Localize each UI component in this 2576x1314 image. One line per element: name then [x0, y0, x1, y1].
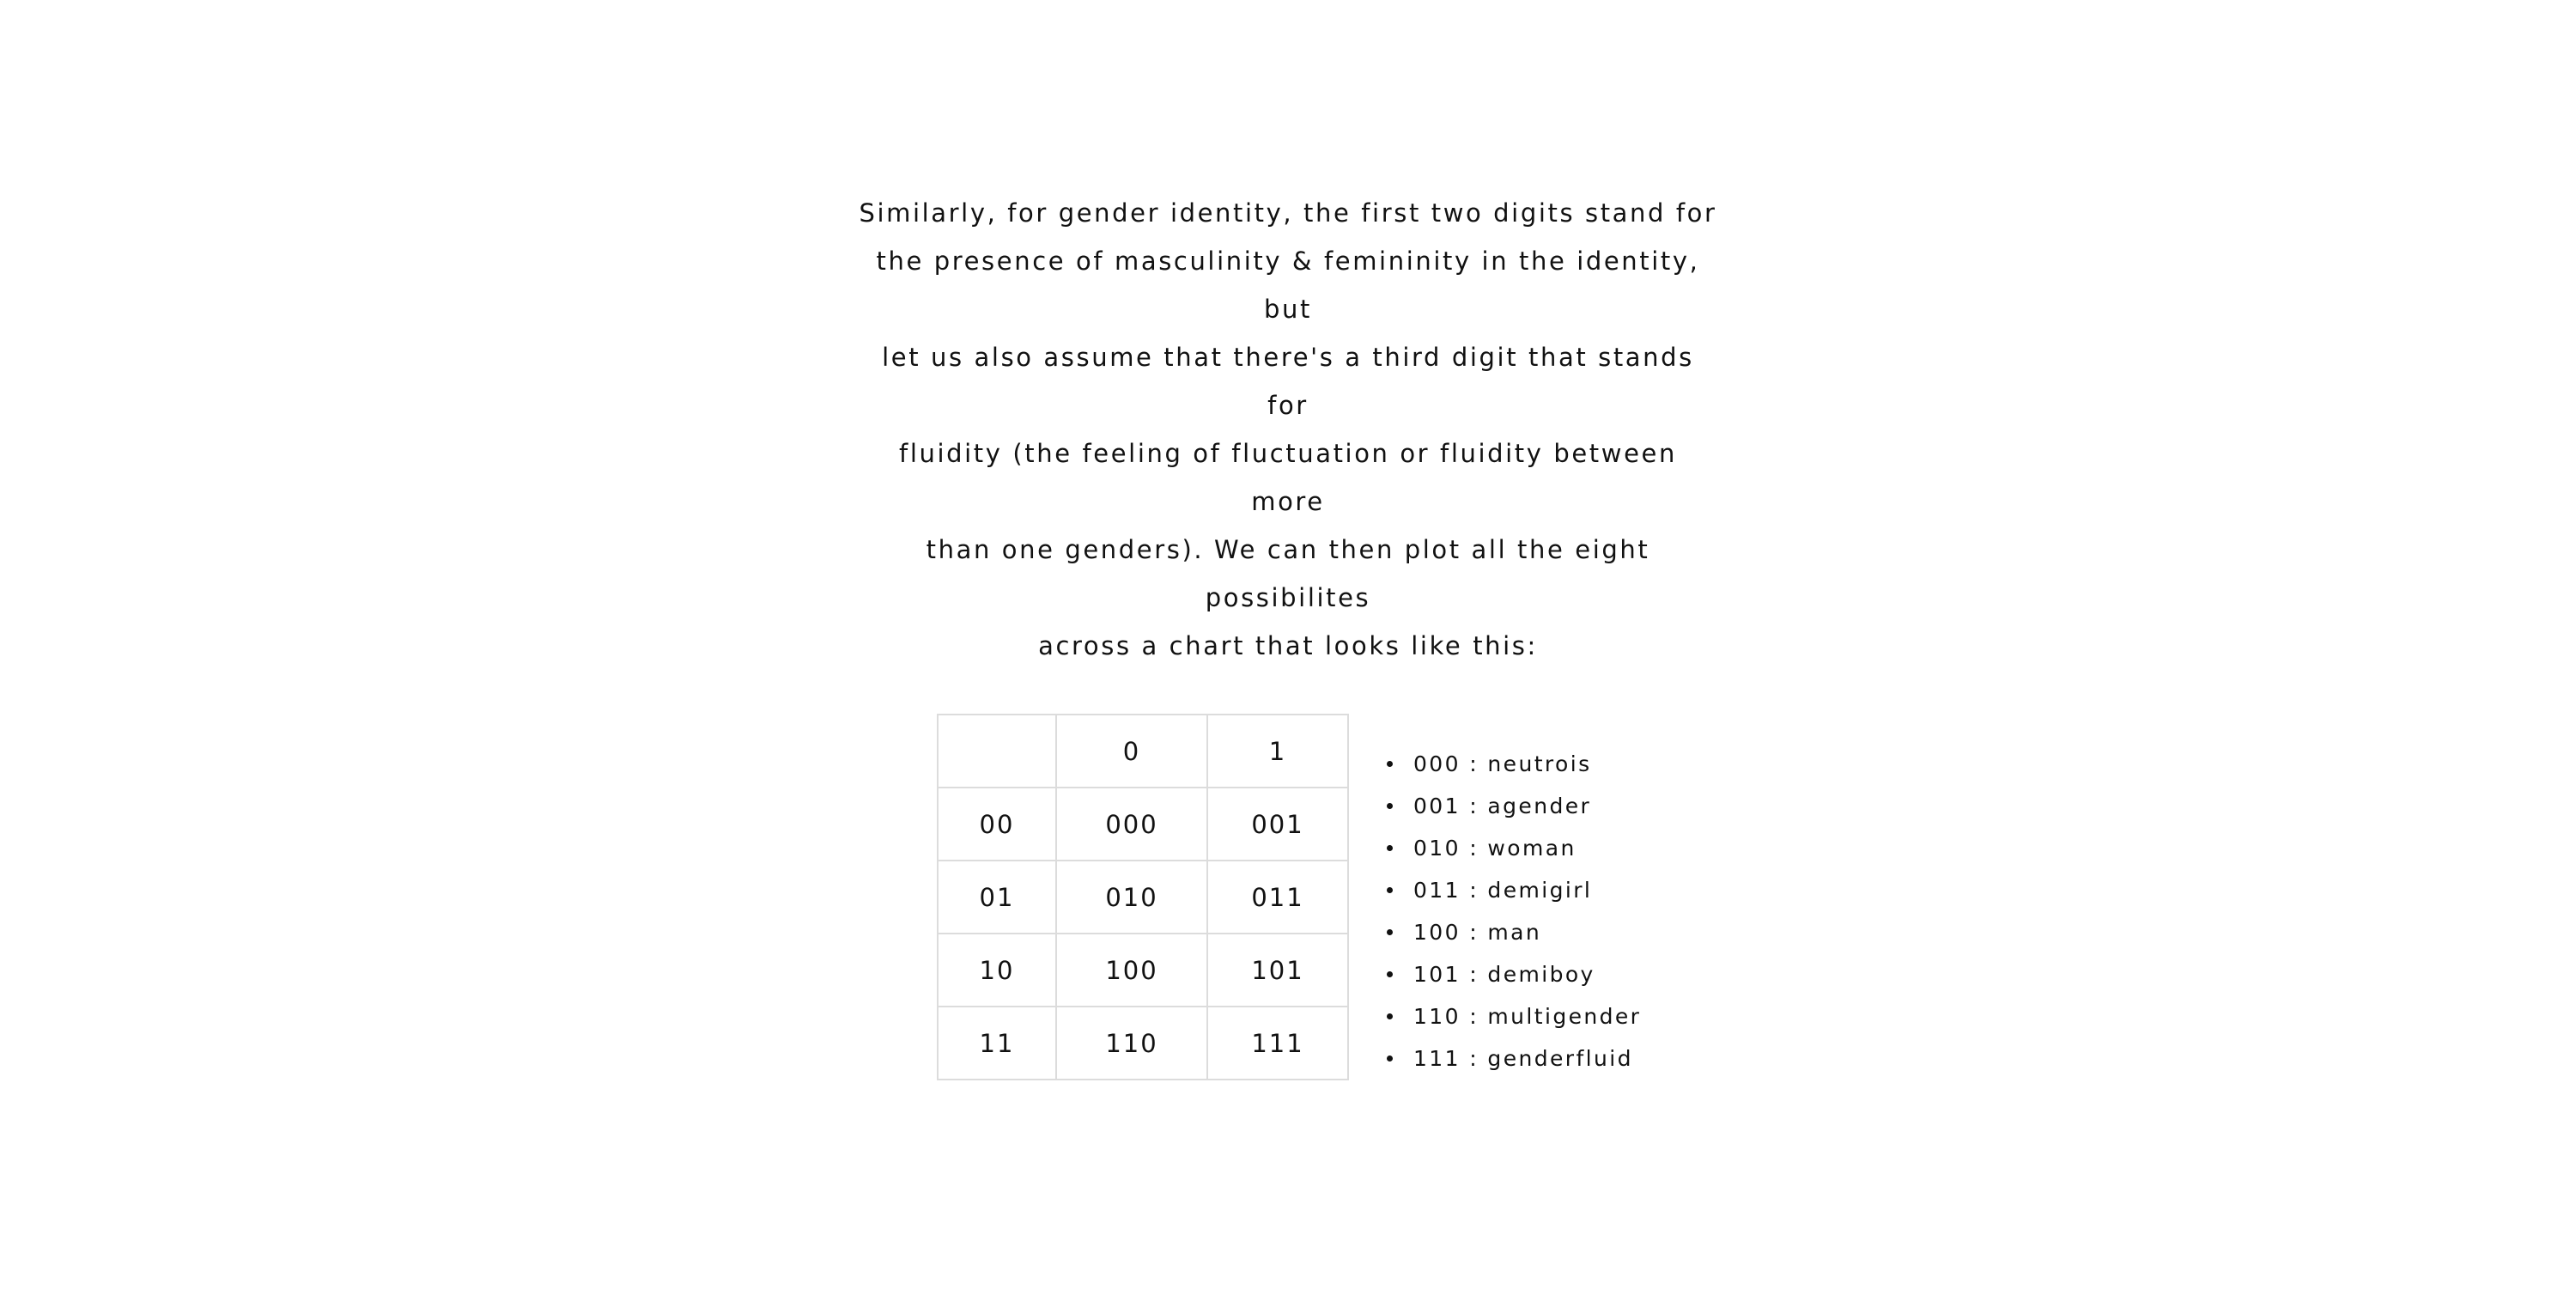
intro-line: the presence of masculinity & femininity in the identity, but [876, 246, 1700, 324]
list-item [1387, 953, 1641, 995]
list-item-label: 011 : demigirl [1413, 878, 1593, 903]
table-corner-cell [938, 715, 1056, 788]
table-row-header-cell: 11 [938, 1007, 1056, 1080]
intro-line: Similarly, for gender identity, the first two digits stand for [859, 198, 1717, 228]
bullet-icon [1387, 887, 1393, 893]
table-cell: 000 [1056, 788, 1207, 861]
list-item-label: 101 : demiboy [1413, 962, 1595, 987]
table-header-row [938, 715, 1348, 788]
table-row-header-cell: 00 [938, 788, 1056, 861]
list-item-label: 000 : neutrois [1413, 751, 1592, 776]
intro-paragraph [859, 189, 1717, 670]
bullet-icon [1387, 761, 1393, 767]
table-cell: 011 [1207, 861, 1348, 934]
bullet-icon [1387, 845, 1393, 851]
table-cell: 100 [1056, 934, 1207, 1007]
list-item-label: 001 : agender [1413, 794, 1592, 818]
bullet-icon [1387, 1055, 1393, 1062]
bullet-icon [1387, 971, 1393, 977]
table-cell: 111 [1207, 1007, 1348, 1080]
table-row-header-cell: 10 [938, 934, 1056, 1007]
intro-line: fluidity (the feeling of fluctuation or fluidity between more [899, 439, 1677, 516]
table-header-cell: 0 [1056, 715, 1207, 788]
table-cell: 010 [1056, 861, 1207, 934]
list-item [1387, 1037, 1641, 1080]
intro-line: let us also assume that there's a third digit that stands for [882, 343, 1694, 420]
gender-code-table [937, 714, 1349, 1080]
bullet-icon [1387, 1013, 1393, 1019]
list-item [1387, 827, 1641, 869]
list-item [1387, 995, 1641, 1037]
table-row [938, 1007, 1348, 1080]
list-item [1387, 785, 1641, 827]
list-item [1387, 869, 1641, 911]
gender-legend-list [1387, 743, 1641, 1080]
table-header-cell: 1 [1207, 715, 1348, 788]
table-row-header-cell: 01 [938, 861, 1056, 934]
table-cell: 101 [1207, 934, 1348, 1007]
bullet-icon [1387, 803, 1393, 809]
list-item-label: 110 : multigender [1413, 1004, 1642, 1029]
intro-line: across a chart that looks like this: [1038, 631, 1538, 660]
table-row [938, 934, 1348, 1007]
table-cell: 001 [1207, 788, 1348, 861]
table-row [938, 861, 1348, 934]
list-item [1387, 743, 1641, 785]
table-cell: 110 [1056, 1007, 1207, 1080]
bullet-icon [1387, 929, 1393, 935]
list-item-label: 010 : woman [1413, 836, 1577, 861]
table-row [938, 788, 1348, 861]
list-item [1387, 911, 1641, 953]
intro-line: than one genders). We can then plot all the eight possibilites [926, 535, 1650, 612]
list-item-label: 100 : man [1413, 920, 1542, 945]
list-item-label: 111 : genderfluid [1413, 1046, 1633, 1071]
